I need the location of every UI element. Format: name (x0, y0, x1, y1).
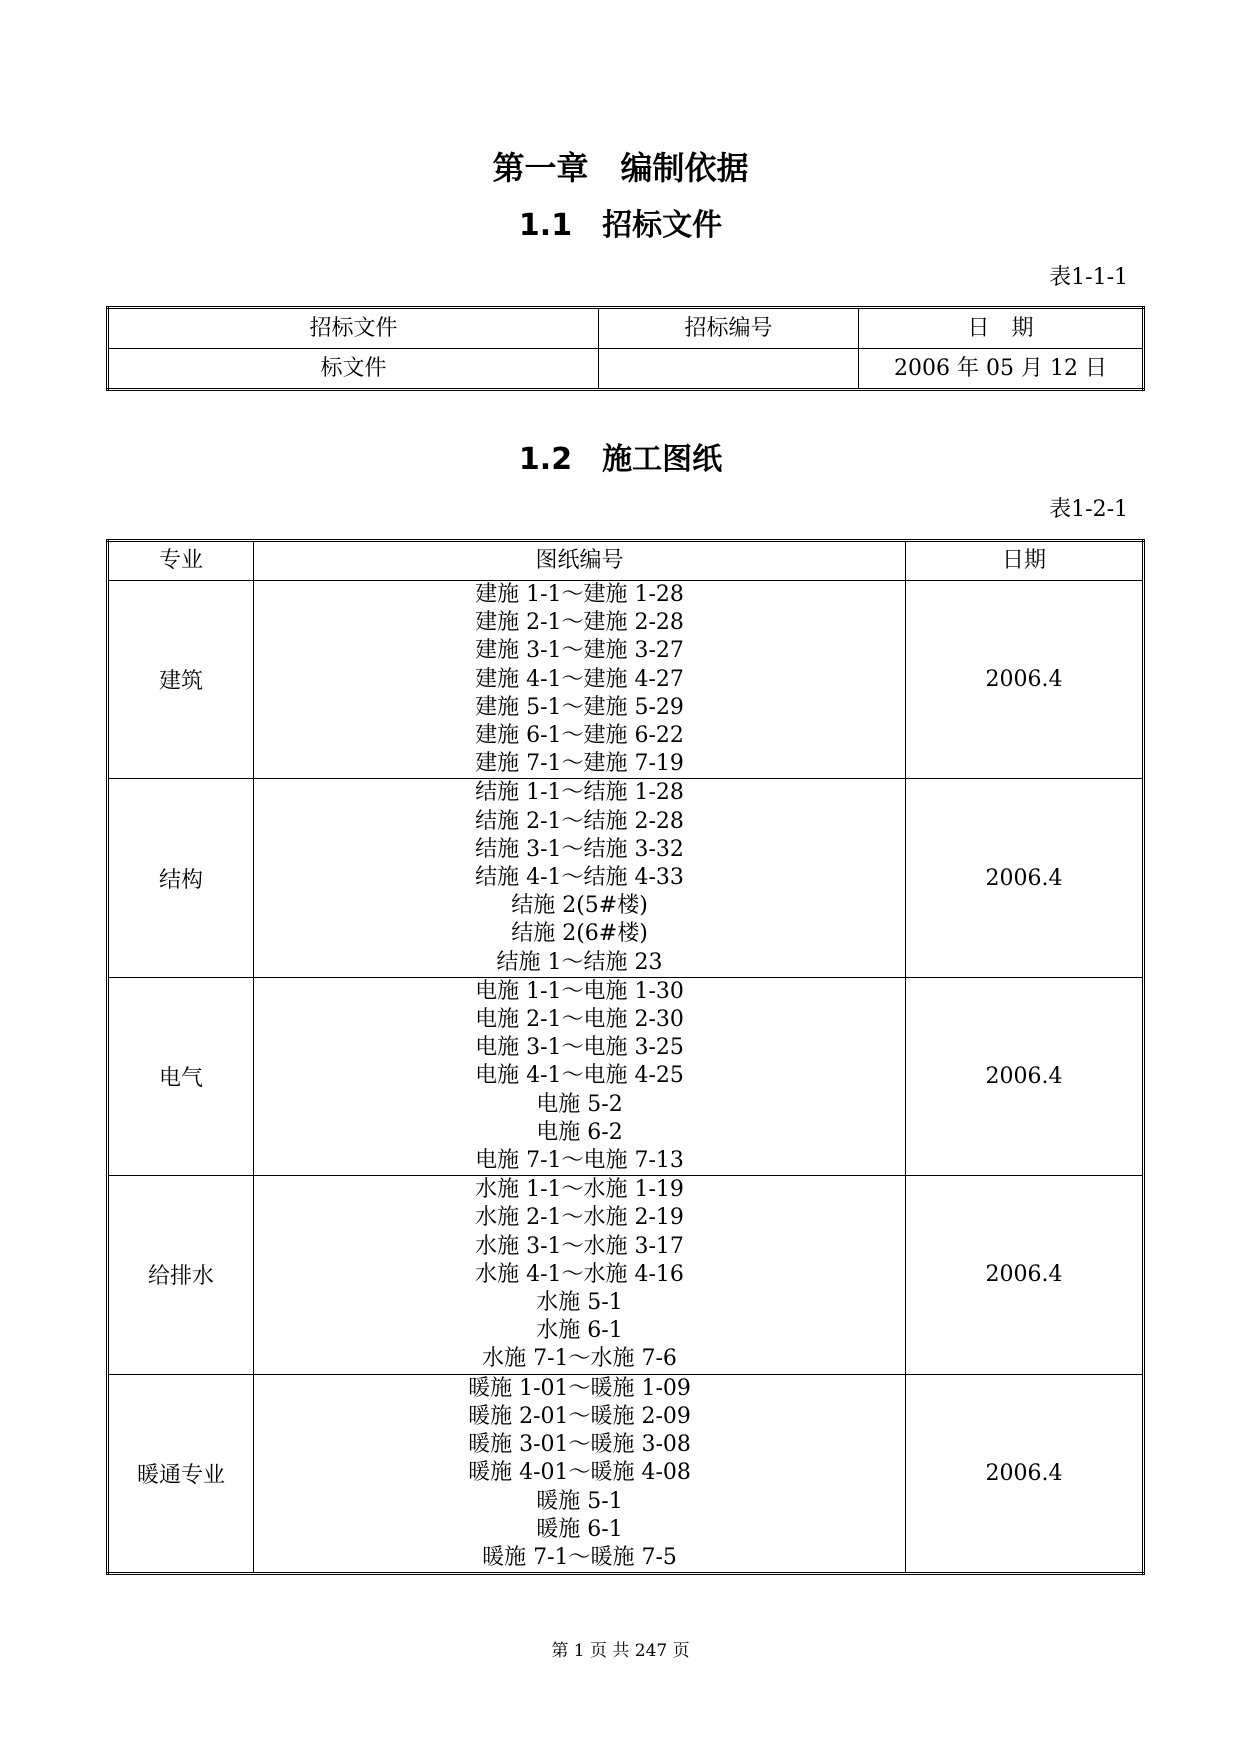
section-2-title: 1.2 施工图纸 (518, 442, 723, 477)
date-cell: 2006.4 (906, 977, 1144, 1175)
header-cell: 图纸编号 (254, 541, 906, 581)
drawing-number: 建施 1-1～建施 1-28 (475, 582, 684, 607)
drawing-number: 结施 1～结施 23 (496, 949, 663, 975)
drawing-numbers-cell (254, 1176, 906, 1374)
date-cell: 2006.4 (906, 581, 1144, 779)
drawing-numbers-cell (254, 581, 906, 779)
drawing-number: 水施 4-1～水施 4-16 (475, 1261, 684, 1287)
table-row (108, 349, 1144, 390)
date-cell: 2006.4 (906, 1176, 1144, 1374)
header-cell: 专业 (108, 541, 254, 581)
header-cell: 招标编号 (599, 308, 859, 349)
drawing-number: 水施 5-1 (536, 1290, 623, 1316)
drawing-number: 建施 5-1～建施 5-29 (475, 694, 684, 720)
drawing-number: 结施 2(6#楼) (511, 921, 648, 947)
drawing-number: 电施 1-1～电施 1-30 (475, 978, 684, 1004)
bid-number-cell (599, 349, 859, 390)
drawing-number: 结施 2-1～结施 2-28 (475, 808, 684, 834)
drawing-number: 电施 2-1～电施 2-30 (475, 1007, 684, 1033)
drawing-number: 水施 2-1～水施 2-19 (475, 1205, 684, 1231)
drawing-number: 结施 1-1～结施 1-28 (475, 780, 684, 806)
drawing-number: 建施 7-1～建施 7-19 (475, 751, 684, 777)
drawing-number: 建施 2-1～建施 2-28 (475, 610, 684, 636)
drawing-number: 水施 6-1 (536, 1318, 623, 1344)
drawing-number: 结施 3-1～结施 3-32 (475, 836, 684, 862)
date-cell: 2006 年 05 月 12 日 (859, 349, 1144, 390)
header-cell: 日期 (906, 541, 1144, 581)
table-row (108, 779, 1144, 977)
table-header-row (108, 308, 1144, 349)
table-ref-2: 表1-2-1 (1049, 497, 1128, 522)
drawing-number: 水施 1-1～水施 1-19 (475, 1177, 684, 1203)
discipline-cell: 建筑 (108, 581, 254, 779)
table-header-row (108, 541, 1144, 581)
table-row (108, 977, 1144, 1175)
bid-document-cell: 标文件 (108, 349, 599, 390)
page-footer: 第 1 页 共 247 页 (551, 1641, 690, 1661)
drawings-table (106, 539, 1145, 1575)
discipline-cell: 电气 (108, 977, 254, 1175)
drawing-number: 暖施 6-1 (536, 1516, 623, 1542)
drawing-numbers-cell (254, 779, 906, 977)
drawing-number: 电施 5-2 (536, 1091, 623, 1117)
header-cell: 日 期 (859, 308, 1144, 349)
drawing-number: 暖施 1-01～暖施 1-09 (468, 1375, 691, 1401)
drawing-number: 暖施 5-1 (536, 1488, 623, 1514)
drawing-number: 建施 4-1～建施 4-27 (475, 666, 684, 692)
drawing-number: 电施 6-2 (536, 1119, 623, 1145)
drawing-number: 结施 2(5#楼) (511, 893, 648, 919)
table-row (108, 1176, 1144, 1374)
table-row (108, 581, 1144, 779)
drawing-number: 电施 3-1～电施 3-25 (475, 1035, 684, 1061)
drawing-number: 暖施 4-01～暖施 4-08 (468, 1460, 691, 1486)
header-cell: 招标文件 (108, 308, 599, 349)
section-1-title: 1.1 招标文件 (518, 208, 723, 243)
drawing-number: 电施 7-1～电施 7-13 (475, 1148, 684, 1174)
drawing-numbers-cell (254, 977, 906, 1175)
drawing-groups (108, 581, 1144, 1574)
bid-documents-table (106, 306, 1145, 391)
date-cell: 2006.4 (906, 779, 1144, 977)
discipline-cell: 结构 (108, 779, 254, 977)
drawing-number: 水施 3-1～水施 3-17 (475, 1233, 684, 1259)
discipline-cell: 给排水 (108, 1176, 254, 1374)
chapter-title: 第一章 编制依据 (492, 149, 749, 187)
drawing-number: 暖施 3-01～暖施 3-08 (468, 1432, 691, 1458)
drawing-number: 暖施 7-1～暖施 7-5 (482, 1544, 677, 1570)
drawing-number: 水施 7-1～水施 7-6 (482, 1346, 677, 1372)
discipline-cell: 暖通专业 (108, 1374, 254, 1573)
table-ref-1: 表1-1-1 (1049, 265, 1128, 290)
drawing-number: 建施 3-1～建施 3-27 (475, 638, 684, 664)
drawing-number: 暖施 2-01～暖施 2-09 (468, 1403, 691, 1429)
drawing-number: 电施 4-1～电施 4-25 (475, 1063, 684, 1089)
drawing-number: 建施 6-1～建施 6-22 (475, 723, 684, 749)
drawing-numbers-cell (254, 1374, 906, 1573)
drawing-number: 结施 4-1～结施 4-33 (475, 865, 684, 891)
date-cell: 2006.4 (906, 1374, 1144, 1573)
table-row (108, 1374, 1144, 1573)
